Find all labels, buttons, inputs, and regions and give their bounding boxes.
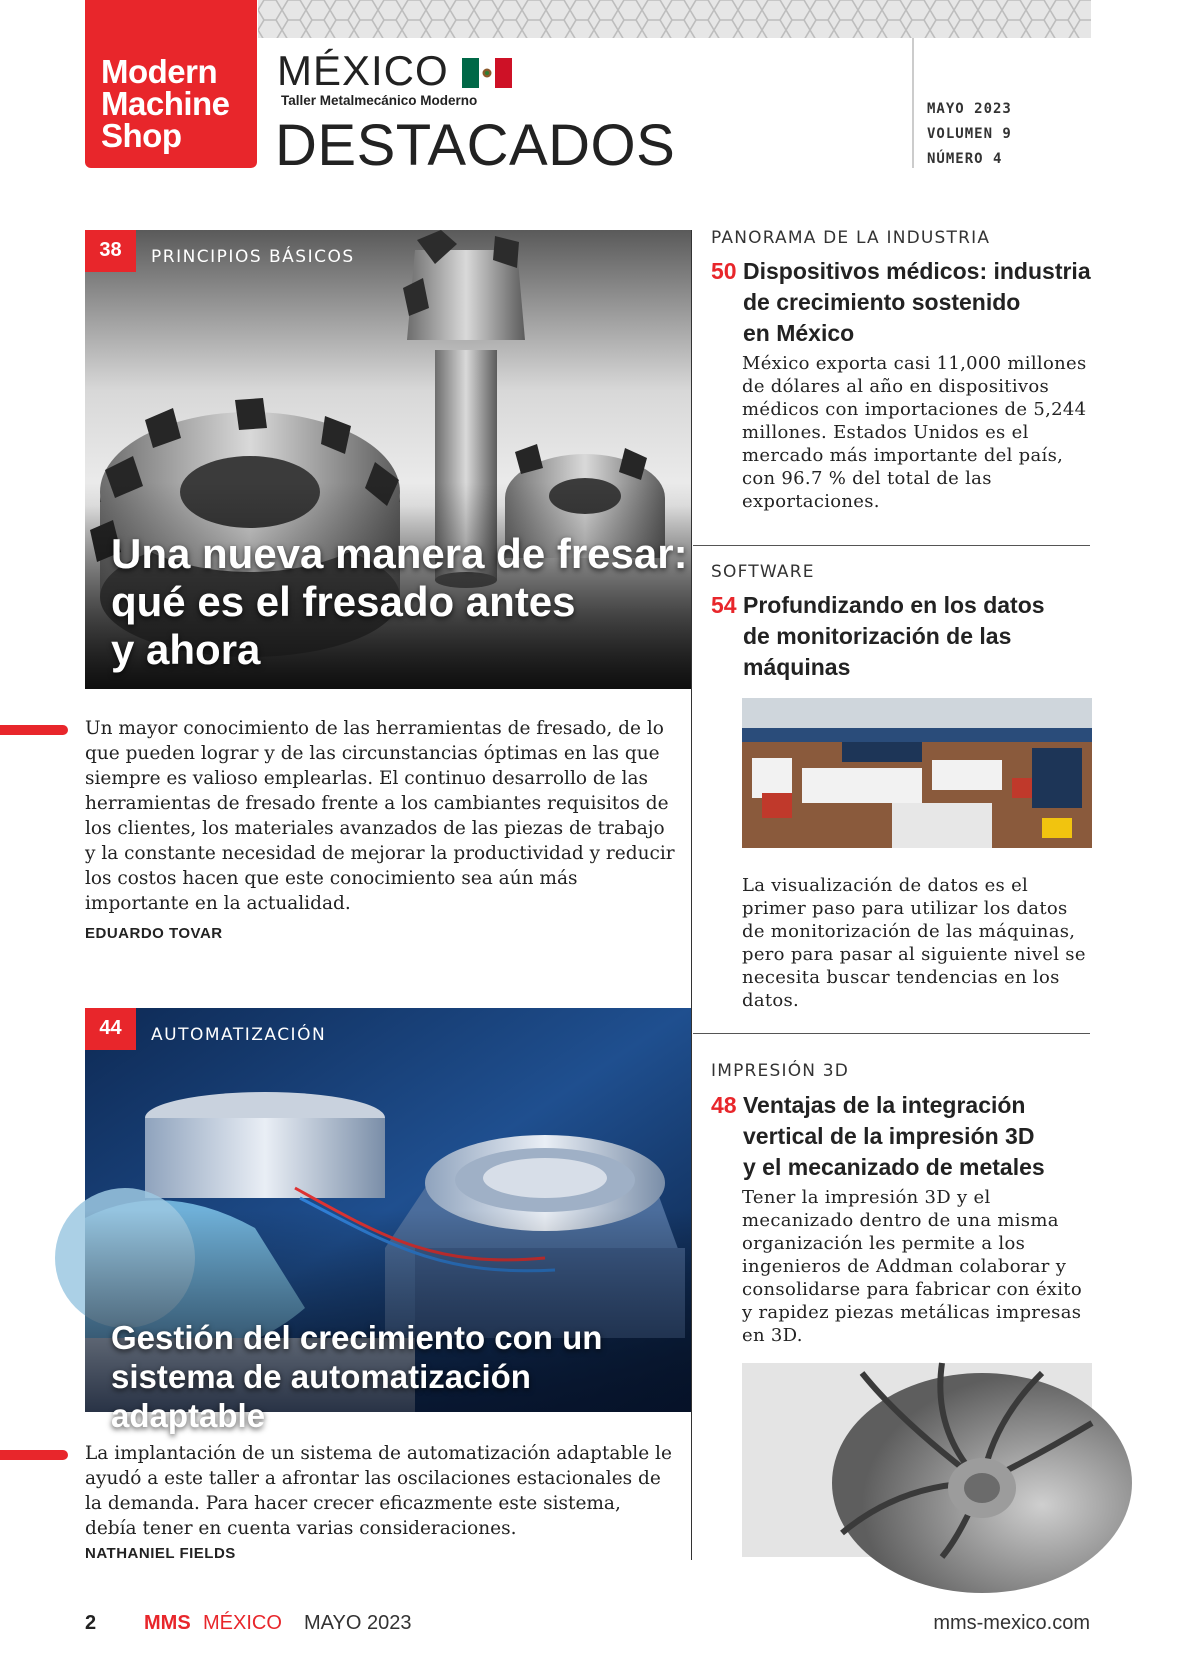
article-page-number: 50 [711,258,737,284]
edition-name: MÉXICO [277,47,449,94]
issue-date: MAYO 2023 [927,101,1012,117]
article-headline-line: Profundizando en los datos [742,592,1045,618]
column-divider [691,230,692,1560]
issue-volume: VOLUMEN 9 [927,126,1012,142]
article-divider [693,545,1090,546]
feature-summary: La implantación de un sistema de automatización adaptable le ayudó a este taller a afrontar las oscilaciones estacionales de la demanda. Para hacer crecer eficazmente este sistema, debía tener en cuenta varias consideraciones. [85,1443,672,1539]
article-page-number: 54 [711,592,737,618]
footer-date: MAYO 2023 [304,1612,412,1634]
feature-title[interactable] [111,1318,691,1435]
article-headline-line: máquinas [743,654,851,680]
article-headline-line: de monitorización de las [743,623,1012,649]
article-headline[interactable] [711,256,1101,349]
feature-card-milling[interactable] [85,230,691,689]
header-pattern [258,0,1091,38]
page-title: DESTACADOS [275,113,676,178]
footer-website-link[interactable]: mms-mexico.com [933,1612,1090,1634]
page-badge: 44 [85,1008,136,1050]
article-headline[interactable] [711,590,1101,683]
article-headline-line: Ventajas de la integración [742,1092,1026,1118]
footer-brand: MMS [144,1612,191,1634]
article-summary: La visualización de datos es el primer paso para utilizar los datos de monitorización de las máquinas, pero para pasar al siguiente nivel se necesita buscar tendencias en los datos. [742,875,1086,1011]
logo-line: Shop [101,117,182,154]
red-tab-marker [0,1450,68,1460]
feature-title-line: y ahora [111,626,261,673]
printed-impeller-image [742,1363,1092,1557]
section-label: PANORAMA DE LA INDUSTRIA [711,228,991,248]
issue-number: NÚMERO 4 [927,151,1003,167]
feature-card-automation[interactable] [85,1008,691,1434]
feature-summary: Un mayor conocimiento de las herramientas de fresado, de lo que pueden lograr y de las circunstancias óptimas en las que siempre es valioso emplearlas. El continuo desarrollo de las herramientas de fresado frente a los cambiantes requisitos de los clientes, los materiales avanzados de las piezas de trabajo y la constante necesidad de mejorar la productividad y reducir los costos hacen que este conocimiento sea aún más importante en la actualidad. [85,718,675,914]
mms-logo [85,0,257,168]
author-name: EDUARDO TOVAR [85,925,223,942]
category-label: PRINCIPIOS BÁSICOS [151,247,355,267]
red-tab-marker [0,725,68,735]
feature-title-line: Una nueva manera de fresar: [111,530,688,577]
section-label: IMPRESIÓN 3D [711,1061,850,1081]
footer-page-number: 2 [85,1612,97,1634]
article-summary: Tener la impresión 3D y el mecanizado dentro de una misma organización les permite a los ingenieros de Addman colaborar y consolidarse para fabricar con éxito y rapidez piezas metálicas impresas en 3D. [742,1187,1082,1346]
article-headline-line: en México [743,320,855,346]
article-headline-line: vertical de la impresión 3D [743,1123,1035,1149]
article-headline[interactable] [711,1090,1101,1183]
factory-floor-image [742,698,1092,848]
article-headline-line: y el mecanizado de metales [743,1154,1045,1180]
page-footer [85,1612,1090,1638]
article-summary: México exporta casi 11,000 millones de dólares al año en dispositivos médicos con importaciones de 5,244 millones. Estados Unidos es el mercado más importante del país, con 96.7 % del total de las exportaciones. [742,353,1087,512]
footer-brand-edition: MÉXICO [203,1612,282,1634]
article-headline-line: Dispositivos médicos: industria [742,258,1091,284]
feature-title[interactable] [111,530,688,674]
article-page-number: 48 [711,1092,737,1118]
mexico-flag-icon [462,58,512,88]
section-label: SOFTWARE [711,562,815,582]
feature-title-line: sistema de automatización adaptable [111,1358,531,1434]
feature-title-line: qué es el fresado antes [111,578,576,625]
author-name: NATHANIEL FIELDS [85,1545,236,1562]
article-headline-line: de crecimiento sostenido [743,289,1021,315]
logo-line: Modern [101,53,218,90]
category-label: AUTOMATIZACIÓN [151,1025,327,1045]
article-divider [693,1033,1090,1034]
logo-line: Machine [101,85,230,122]
header-divider [912,38,914,168]
page-badge: 38 [85,230,136,272]
feature-title-line: Gestión del crecimiento con un [111,1319,603,1356]
magazine-tagline: Taller Metalmecánico Moderno [281,93,478,108]
